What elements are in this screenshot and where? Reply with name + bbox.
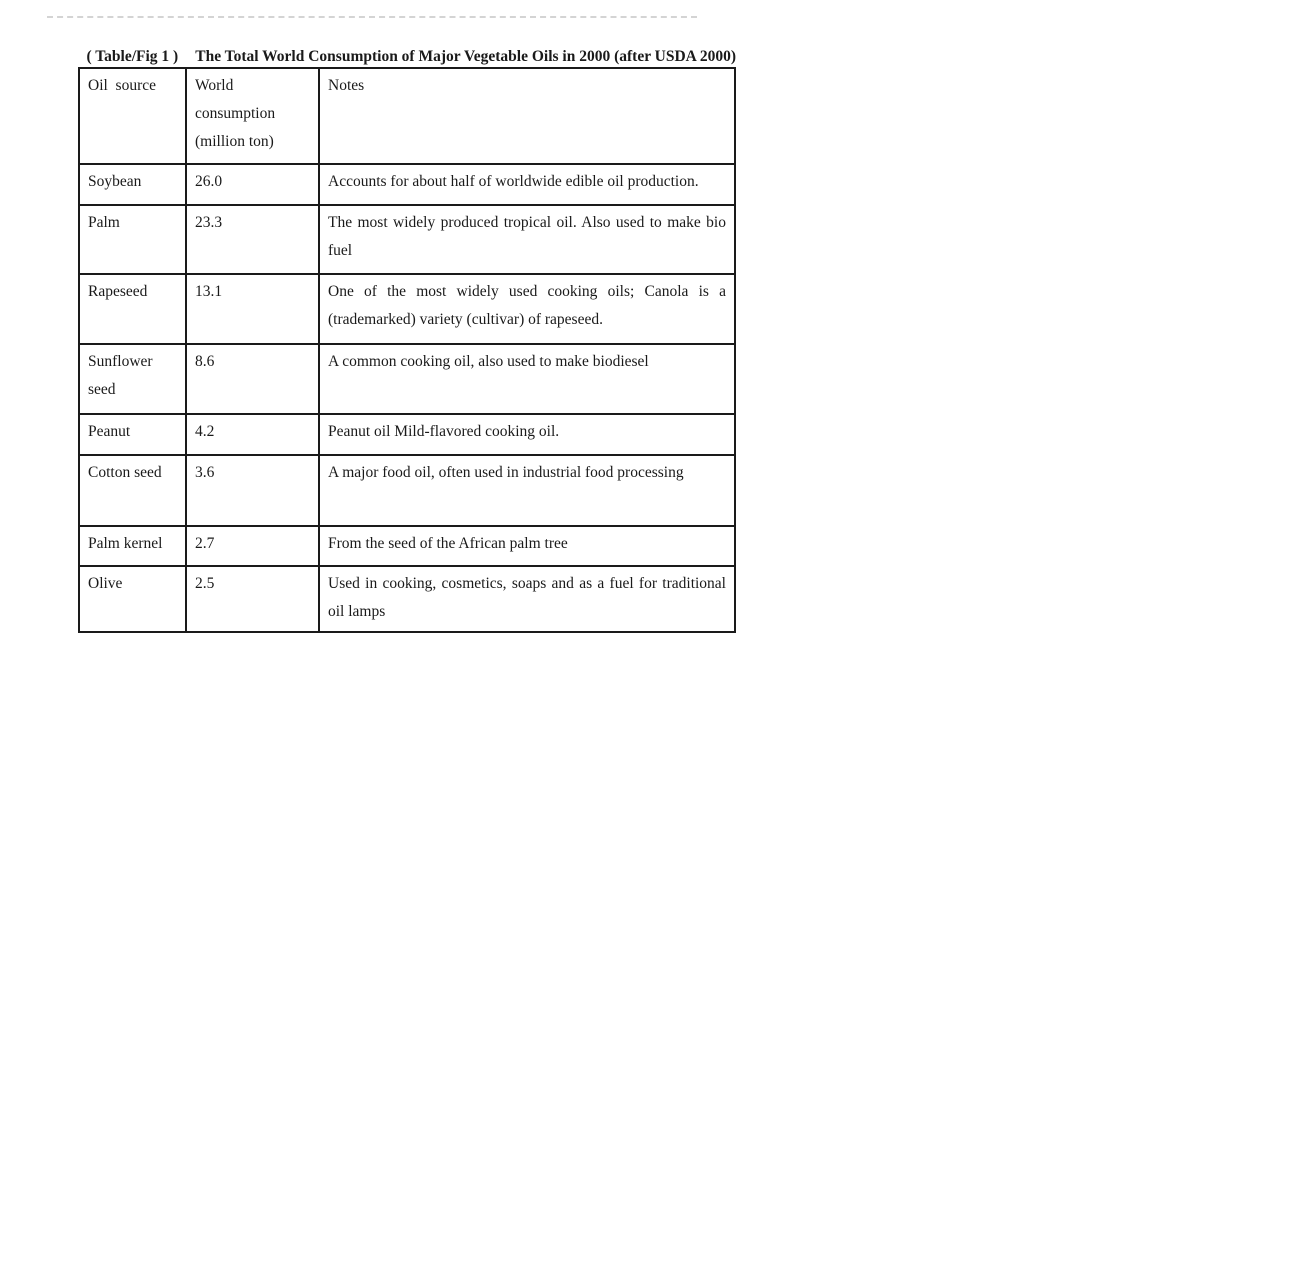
cell-notes: Used in cooking, cosmetics, soaps and as a fuel for traditional oil lamps [319, 566, 735, 632]
cell-oil-source: Sunflower seed [79, 344, 186, 414]
header-world-consumption-line2: consumption [195, 105, 276, 122]
cell-consumption: 13.1 [186, 274, 319, 344]
cell-consumption: 8.6 [186, 344, 319, 414]
table-row-rapeseed [79, 274, 735, 344]
header-notes [319, 68, 735, 164]
caption-label: ( Table/Fig 1 ) [86, 48, 179, 65]
cell-oil-source: Cotton seed [79, 455, 186, 526]
table-row-cotton-seed [79, 455, 735, 526]
table-row-olive [79, 566, 735, 632]
header-world-consumption-line3: (million ton) [195, 133, 274, 150]
cell-oil-source: Peanut [79, 414, 186, 455]
cell-notes: Accounts for about half of worldwide edible oil production. [319, 164, 735, 205]
cell-oil-source: Palm kernel [79, 526, 186, 566]
table-row-palm-kernel [79, 526, 735, 566]
cell-consumption: 2.7 [186, 526, 319, 566]
scan-artifact-line [47, 16, 697, 18]
table-row-peanut [79, 414, 735, 455]
cell-notes: A major food oil, often used in industrial food processing [319, 455, 735, 526]
header-world-consumption [186, 68, 319, 164]
table-row-palm [79, 205, 735, 274]
caption-title: The Total World Consumption of Major Vegetable Oils in 2000 (after USDA 2000) [195, 48, 737, 65]
header-world-consumption-line1: World [195, 77, 234, 94]
cell-notes: The most widely produced tropical oil. Also used to make bio fuel [319, 205, 735, 274]
vegetable-oils-table [78, 67, 736, 633]
cell-consumption: 2.5 [186, 566, 319, 632]
header-notes-label: Notes [328, 77, 365, 94]
cell-consumption: 4.2 [186, 414, 319, 455]
table-row-soybean [79, 164, 735, 205]
cell-consumption: 26.0 [186, 164, 319, 205]
cell-notes: One of the most widely used cooking oils; Canola is a (trademarked) variety (cultivar) of rapeseed. [319, 274, 735, 344]
cell-oil-source: Soybean [79, 164, 186, 205]
cell-consumption: 3.6 [186, 455, 319, 526]
cell-notes: Peanut oil Mild-flavored cooking oil. [319, 414, 735, 455]
cell-oil-source: Olive [79, 566, 186, 632]
cell-consumption: 23.3 [186, 205, 319, 274]
table-header-row [79, 68, 735, 164]
header-oil-source-label: Oil source [88, 77, 157, 94]
cell-oil-source: Palm [79, 205, 186, 274]
cell-notes: A common cooking oil, also used to make biodiesel [319, 344, 735, 414]
cell-notes: From the seed of the African palm tree [319, 526, 735, 566]
cell-oil-source: Rapeseed [79, 274, 186, 344]
table-row-sunflower-seed [79, 344, 735, 414]
header-oil-source [79, 68, 186, 164]
